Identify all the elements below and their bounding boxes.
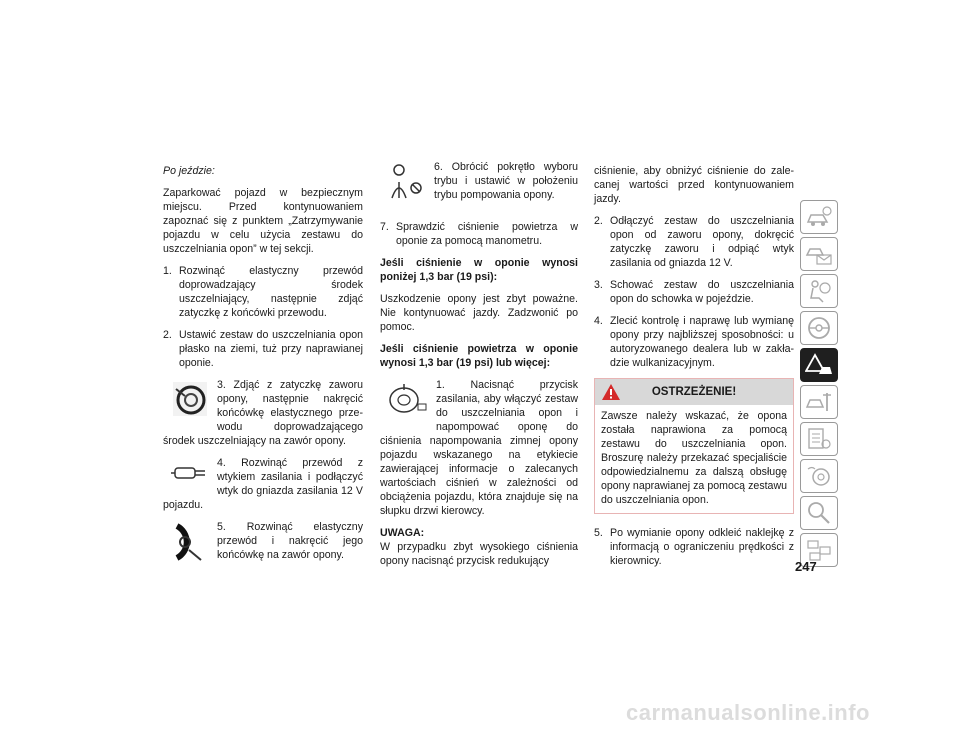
warning-triangle-icon bbox=[601, 383, 621, 411]
column-middle bbox=[380, 160, 578, 576]
note-text: W przypadku zbyt wysokiego ciśnienia opony nacisnąć przycisk redukujący bbox=[380, 541, 578, 567]
continuation-paragraph: ciśnienie, aby obniżyć ciśnienie do zalecanej wartości przed kontynuowaniem jazdy. bbox=[594, 165, 794, 205]
intro-paragraph: Zaparkować pojazd w bezpiecznym miejscu. Przed kontynuowaniem zapoznać się z punktem „Zatrzymywanie pojazdu w celu użycia zestawu do uszczelniania opon” w tej sekcji. bbox=[163, 187, 363, 255]
tab-airbag-seat[interactable] bbox=[800, 274, 838, 308]
step-text: 4. Rozwinąć przewód z wtykiem zasilania i podłączyć wtyk do gniazda zasilania 12 V pojazdu. bbox=[163, 457, 363, 511]
list-text: Zlecić kontrolę i naprawę lub wymianę opony przy najbliższej sposobności: u autoryzowanego dealera lub w zakładzie wulkanizacyjnym. bbox=[610, 315, 794, 369]
list-item bbox=[163, 264, 363, 320]
car-info-icon bbox=[805, 204, 833, 230]
power-button-icon bbox=[388, 380, 428, 420]
list-text: Odłączyć zestaw do uszczelniania opon od zaworu opony, dokręcić zatyczkę zaworu i odpiąć wtyk zasilania od gniazda 12 V. bbox=[610, 215, 794, 269]
steering-wheel-icon bbox=[805, 315, 833, 341]
warning-title: OSTRZEŻENIE! bbox=[651, 386, 737, 398]
step-text: 5. Rozwinąć elastyczny przewód i nakręcić jego końcówkę na zawór opony. bbox=[217, 521, 363, 561]
list-item bbox=[594, 214, 794, 270]
list-number: 2. bbox=[594, 215, 603, 227]
list-text: Po wymianie opony odkleić naklejkę z informacją o ograniczeniu prędkości z kierownicy. bbox=[610, 527, 794, 567]
icon-step bbox=[163, 378, 363, 448]
icon-step bbox=[380, 378, 578, 518]
step-text: 6. Obrócić pokrętło wyboru trybu i ustawić w położeniu trybu pompowania opony. bbox=[434, 161, 578, 201]
list-number: 3. bbox=[594, 279, 603, 291]
list-number: 5. bbox=[594, 527, 603, 539]
note-label: UWAGA: bbox=[380, 527, 425, 539]
icon-step bbox=[163, 520, 363, 572]
watermark: carmanualsonline.info bbox=[626, 700, 870, 725]
car-service-tools-icon bbox=[805, 389, 833, 415]
warning-triangle-car-icon bbox=[805, 352, 833, 378]
column-right bbox=[594, 164, 794, 576]
tab-emergency[interactable] bbox=[800, 348, 838, 382]
tab-media[interactable] bbox=[800, 459, 838, 493]
car-mail-icon bbox=[805, 241, 833, 267]
tab-service-tools[interactable] bbox=[800, 385, 838, 419]
tab-steering-wheel[interactable] bbox=[800, 311, 838, 345]
power-plug-icon bbox=[171, 458, 209, 492]
list-text: Ustawić zestaw do uszczelniania opon płasko na ziemi, tuż przy naprawianej oponie. bbox=[179, 329, 363, 369]
list-text: Sprawdzić ciśnienie powietrza w oponie za pomocą manometru. bbox=[396, 221, 578, 247]
list-item bbox=[380, 220, 578, 248]
icon-step bbox=[163, 456, 363, 512]
tire-cap-icon bbox=[171, 380, 209, 422]
list-text: Rozwinąć elastyczny przewód doprowadzający środek uszczelniający, następnie zdjąć zatyczkę z końcówki przewodu. bbox=[179, 265, 363, 319]
tab-index[interactable] bbox=[800, 496, 838, 530]
warning-text: Zawsze należy wskazać, że opona została naprawiona za pomocą zestawu do uszczelniania opon. Broszurę należy przekazać specjaliście odpowiedzialnemu za dalszą obsługę opony naprawianej za pomocą zestawu do uszczelniania opon. bbox=[601, 410, 787, 506]
step-text: 3. Zdjąć z zatyczkę zaworu opony, następnie nakręcić końcówkę elastycznego przewodu doprowadzającego środek uszczelniający na zawór opony. bbox=[163, 379, 363, 447]
tab-car-info[interactable] bbox=[800, 200, 838, 234]
list-number: 1. bbox=[163, 265, 172, 277]
list-text: Schować zestaw do uszczelniania opon do schowka w pojeździe. bbox=[610, 279, 794, 305]
subheading: Jeśli ciśnienie powietrza w oponie wynosi 1,3 bar (19 psi) lub więcej: bbox=[380, 343, 578, 369]
paragraph: Uszkodzenie opony jest zbyt poważne. Nie kontynuować jazdy. Zadzwonić po pomoc. bbox=[380, 293, 578, 333]
step-text: 1. Nacisnąć przycisk zasilania, aby włączyć zestaw do uszczelniania opon i napompować oponę do ciśnienia napompowania zimnej opony pojazdu wskazanego na etykiecie zawierającej informacje o zalecanych wartościach ciśnień w zależności od obciążenia pojazdu, która znajduje się na słupku drzwi kierowcy. bbox=[380, 379, 578, 517]
list-item bbox=[594, 314, 794, 370]
airbag-seat-icon bbox=[805, 278, 833, 304]
section-heading: Po jeździe: bbox=[163, 165, 215, 177]
speaker-media-icon bbox=[805, 463, 833, 489]
list-item bbox=[594, 278, 794, 306]
list-number: 7. bbox=[380, 221, 389, 233]
list-number: 4. bbox=[594, 315, 603, 327]
index-search-icon bbox=[805, 500, 833, 526]
tire-hose-icon bbox=[171, 522, 209, 566]
tab-car-mail[interactable] bbox=[800, 237, 838, 271]
page-number: 247 bbox=[795, 559, 817, 574]
icon-step bbox=[380, 160, 578, 212]
subheading: Jeśli ciśnienie w oponie wynosi poniżej 1,3 bar (19 psi): bbox=[380, 257, 578, 283]
tab-maintenance-list[interactable] bbox=[800, 422, 838, 456]
warning-box bbox=[594, 378, 794, 514]
mode-selector-icon bbox=[388, 162, 426, 206]
column-left bbox=[163, 164, 363, 580]
chapter-tabs bbox=[800, 200, 842, 570]
list-item bbox=[594, 526, 794, 568]
warning-header bbox=[595, 379, 793, 405]
maintenance-list-icon bbox=[805, 426, 833, 452]
list-number: 2. bbox=[163, 329, 172, 341]
list-item bbox=[163, 328, 363, 370]
